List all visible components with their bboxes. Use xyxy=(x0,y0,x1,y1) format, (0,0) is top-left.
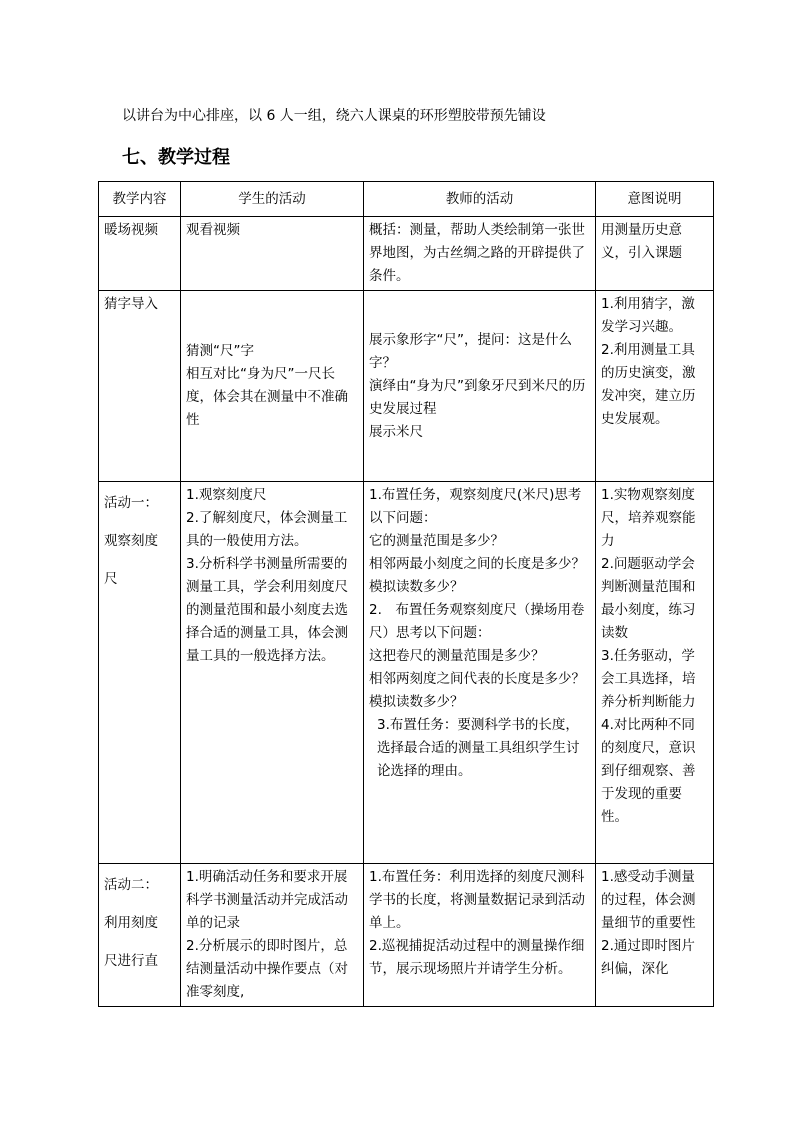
row-student-cell xyxy=(181,482,364,864)
cell-line: 这把卷尺的测量范围是多少？ xyxy=(369,648,545,664)
cell-line: 1.实物观察刻度尺，培养观察能力 xyxy=(601,487,696,549)
table-row xyxy=(99,864,714,1007)
row-intent-cell xyxy=(596,864,714,1007)
cell-line: 1.明确活动任务和要求开展科学书测量活动并完成活动单的记录 xyxy=(186,869,348,931)
row-teacher-cell xyxy=(364,864,596,1007)
cell-line: 1.观察刻度尺 xyxy=(186,487,267,503)
table-header-row xyxy=(99,182,714,217)
table-row xyxy=(99,291,714,482)
cell-line: 2.通过即时图片纠偏，深化 xyxy=(601,938,695,977)
header-student-activity: 学生的活动 xyxy=(181,182,364,217)
row-intent-cell xyxy=(596,482,714,864)
row-teacher-cell xyxy=(364,217,596,291)
cell-line: 相邻两刻度之间代表的长度是多少？ xyxy=(369,671,585,687)
cell-line: 2.问题驱动学会判断测量范围和最小刻度，练习读数 xyxy=(601,556,696,641)
cell-line: 相互对比“身为尺”一尺长度，体会其在测量中不准确性 xyxy=(186,366,348,428)
cell-line: 活动一： xyxy=(104,495,158,511)
row-intent-cell xyxy=(596,217,714,291)
cell-line: 2. 布置任务观察刻度尺（操场用卷尺）思考以下问题： xyxy=(369,602,585,641)
table-row xyxy=(99,217,714,291)
row-content-cell xyxy=(99,291,181,482)
cell-line: 3.分析科学书测量所需要的测量工具，学会利用刻度尺的测量范围和最小刻度去选择合适的测量工具，体会测量工具的一般选择方法。 xyxy=(186,556,348,664)
cell-line: 2.分析展示的即时图片，总结测量活动中操作要点（对准零刻度, xyxy=(186,938,348,1000)
row-teacher-cell xyxy=(364,482,596,864)
header-teacher-activity: 教师的活动 xyxy=(364,182,596,217)
cell-line: 观察刻度 xyxy=(104,533,158,549)
intro-paragraph: 以讲台为中心排座，以 6 人一组，绕六人课桌的环形塑胶带预先铺设 xyxy=(122,108,546,124)
cell-line: 3.布置任务：要测科学书的长度，选择最合适的测量工具组织学生讨论选择的理由。 xyxy=(377,717,580,779)
cell-line: 概括：测量，帮助人类绘制第一张世界地图，为古丝绸之路的开辟提供了条件。 xyxy=(369,222,585,284)
cell-line: 模拟读数多少？ xyxy=(369,579,464,595)
header-content: 教学内容 xyxy=(99,182,181,217)
cell-line: 演绎由“身为尺”到象牙尺到米尺的历史发展过程 xyxy=(369,377,586,417)
row-teacher-cell xyxy=(364,291,596,482)
cell-line: 模拟读数多少？ xyxy=(369,694,464,710)
cell-line: 3.任务驱动，学会工具选择，培养分析判断能力 xyxy=(601,648,696,710)
header-intent: 意图说明 xyxy=(596,182,714,217)
cell-line: 展示象形字“尺”，提问：这是什么字？ xyxy=(369,331,572,371)
cell-line: 1.感受动手测量的过程，体会测量细节的重要性 xyxy=(601,869,696,931)
section-heading: 七、教学过程 xyxy=(122,147,230,168)
row-student-cell xyxy=(181,864,364,1007)
cell-line: 暖场视频 xyxy=(104,222,158,238)
cell-line: 2.了解刻度尺，体会测量工具的一般使用方法。 xyxy=(186,510,348,549)
cell-line: 2.巡视捕捉活动过程中的测量操作细节，展示现场照片并请学生分析。 xyxy=(369,938,585,977)
cell-line: 观看视频 xyxy=(186,222,240,238)
cell-line: 2.利用测量工具的历史演变，激发冲突，建立历史发展观。 xyxy=(601,342,696,427)
cell-line: 猜测“尺”字 xyxy=(186,343,254,359)
cell-line: 4.对比两种不同的刻度尺，意识到仔细观察、善于发现的重要性。 xyxy=(601,717,696,825)
row-content-cell xyxy=(99,864,181,1007)
cell-line: 用测量历史意义，引入课题 xyxy=(601,222,682,261)
cell-line: 1.布置任务，观察刻度尺(米尺)思考以下问题： xyxy=(369,487,582,526)
cell-line: 猜字导入 xyxy=(104,296,158,312)
cell-line: 它的测量范围是多少？ xyxy=(369,533,504,549)
cell-line: 活动二： xyxy=(104,877,158,893)
row-content-cell xyxy=(99,482,181,864)
cell-line: 利用刻度 xyxy=(104,915,158,931)
cell-line: 尺 xyxy=(104,571,118,587)
row-intent-cell xyxy=(596,291,714,482)
row-student-cell xyxy=(181,217,364,291)
row-content-cell xyxy=(99,217,181,291)
cell-line: 1.利用猜字，激发学习兴趣。 xyxy=(601,296,695,335)
table-row xyxy=(99,482,714,864)
cell-line: 相邻两最小刻度之间的长度是多少？ xyxy=(369,556,585,572)
cell-line: 展示米尺 xyxy=(369,423,423,440)
cell-line: 尺进行直 xyxy=(104,953,158,969)
teaching-process-table xyxy=(98,181,714,1007)
row-student-cell xyxy=(181,291,364,482)
cell-line: 1.布置任务：利用选择的刻度尺测科学书的长度，将测量数据记录到活动单上。 xyxy=(369,869,585,931)
